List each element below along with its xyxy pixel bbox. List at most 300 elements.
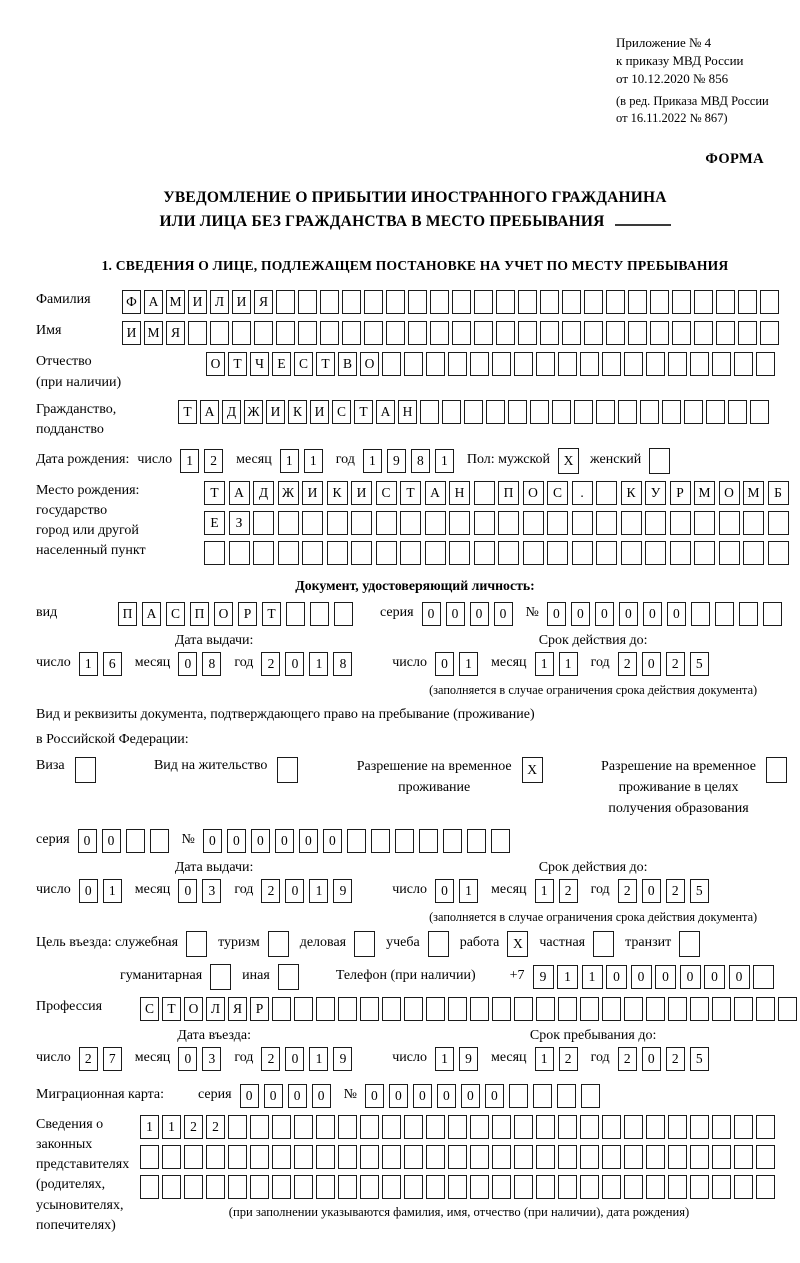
cell[interactable]: Ж [278,481,299,505]
cell[interactable] [668,352,687,376]
cell[interactable]: 2 [618,1047,637,1071]
cell[interactable] [298,290,317,314]
cell[interactable]: 1 [559,652,578,676]
cell[interactable] [690,1115,709,1139]
birth-month-cells[interactable] [280,449,328,473]
cell[interactable]: 1 [309,1047,328,1071]
birth-place-cells-row2[interactable] [204,511,792,535]
cell[interactable]: 1 [309,879,328,903]
cell[interactable]: 2 [666,879,685,903]
cell[interactable] [518,321,537,345]
cell[interactable] [184,1175,203,1199]
cell[interactable] [400,541,421,565]
cell[interactable]: 2 [559,1047,578,1071]
cell[interactable] [572,511,593,535]
cell[interactable]: 2 [184,1115,203,1139]
cell[interactable] [523,541,544,565]
cell[interactable] [229,541,250,565]
doc-valid-year-cells[interactable] [618,652,714,676]
cell[interactable]: Д [222,400,241,424]
cell[interactable] [580,1115,599,1139]
cell[interactable]: А [229,481,250,505]
cell[interactable]: И [232,290,251,314]
cell[interactable]: 2 [261,652,280,676]
cell[interactable]: 0 [437,1084,456,1108]
cell[interactable] [716,321,735,345]
cell[interactable] [547,511,568,535]
cell[interactable] [474,541,495,565]
cell[interactable] [533,1084,552,1108]
cell[interactable] [371,829,390,853]
cell[interactable] [712,1145,731,1169]
cell[interactable] [272,1175,291,1199]
cell[interactable] [253,511,274,535]
cell[interactable] [621,511,642,535]
cell[interactable]: 0 [461,1084,480,1108]
purpose-business-checkbox[interactable] [354,931,378,957]
cell[interactable] [649,448,670,474]
cell[interactable] [624,352,643,376]
cell[interactable]: А [200,400,219,424]
cell[interactable]: Т [162,997,181,1021]
cell[interactable] [250,1145,269,1169]
cell[interactable]: 0 [285,652,304,676]
cell[interactable]: 0 [642,1047,661,1071]
cell[interactable]: 2 [618,652,637,676]
cell[interactable] [162,1145,181,1169]
cell[interactable] [738,290,757,314]
cell[interactable]: О [206,352,225,376]
cell[interactable] [426,352,445,376]
cell[interactable]: П [118,602,137,626]
cell[interactable] [452,290,471,314]
cell[interactable]: М [694,481,715,505]
residence-permit-checkbox[interactable] [277,757,301,783]
cell[interactable] [694,511,715,535]
cell[interactable] [302,511,323,535]
cell[interactable] [316,1145,335,1169]
cell[interactable] [452,321,471,345]
cell[interactable] [562,321,581,345]
cell[interactable] [580,1145,599,1169]
cell[interactable] [734,1175,753,1199]
cell[interactable]: 0 [595,602,614,626]
cell[interactable] [492,1145,511,1169]
doc-valid-month-cells[interactable] [535,652,583,676]
cell[interactable] [492,1115,511,1139]
cell[interactable] [508,400,527,424]
cell[interactable] [360,1145,379,1169]
cell[interactable] [602,1175,621,1199]
cell[interactable] [580,352,599,376]
cell[interactable] [408,321,427,345]
cell[interactable] [640,400,659,424]
cell[interactable] [470,1175,489,1199]
cell[interactable] [581,1084,600,1108]
cell[interactable] [334,602,353,626]
cell[interactable]: Н [398,400,417,424]
cell[interactable]: 0 [571,602,590,626]
cell[interactable] [646,1145,665,1169]
cell[interactable]: 8 [202,652,221,676]
cell[interactable] [523,511,544,535]
permit-valid-month-cells[interactable] [535,879,583,903]
cell[interactable]: С [547,481,568,505]
cell[interactable] [739,602,758,626]
cell[interactable]: 0 [680,965,701,989]
cell[interactable]: 3 [202,1047,221,1071]
cell[interactable] [449,541,470,565]
cell[interactable] [628,290,647,314]
cell[interactable] [327,541,348,565]
cell[interactable] [596,541,617,565]
purpose-work-checkbox[interactable] [507,931,531,957]
cell[interactable]: 2 [261,1047,280,1071]
cell[interactable] [140,1145,159,1169]
citizenship-cells[interactable] [178,400,772,424]
cell[interactable]: 0 [285,879,304,903]
cell[interactable] [327,511,348,535]
cell[interactable] [188,321,207,345]
cell[interactable] [360,997,379,1021]
cell[interactable]: 2 [261,879,280,903]
permit-number-cells[interactable] [203,829,515,853]
cell[interactable]: X [522,757,543,783]
cell[interactable] [580,1175,599,1199]
cell[interactable]: Т [228,352,247,376]
cell[interactable]: 0 [704,965,725,989]
cell[interactable] [395,829,414,853]
cell[interactable] [294,1175,313,1199]
cell[interactable]: 0 [655,965,676,989]
cell[interactable]: М [144,321,163,345]
cell[interactable] [624,997,643,1021]
cell[interactable] [382,1115,401,1139]
cell[interactable] [351,511,372,535]
cell[interactable] [162,1175,181,1199]
cell[interactable] [206,1175,225,1199]
cell[interactable]: 1 [280,449,299,473]
cell[interactable]: 0 [275,829,294,853]
cell[interactable] [278,511,299,535]
cell[interactable] [464,400,483,424]
permit-issue-month-cells[interactable] [178,879,226,903]
doc-issue-month-cells[interactable] [178,652,226,676]
cell[interactable] [536,1175,555,1199]
cell[interactable]: 0 [619,602,638,626]
cell[interactable] [756,1115,775,1139]
cell[interactable] [593,931,614,957]
cell[interactable] [734,1115,753,1139]
cell[interactable]: 0 [422,602,441,626]
cell[interactable] [646,352,665,376]
cell[interactable]: . [572,481,593,505]
patronymic-cells[interactable] [206,352,778,376]
cell[interactable] [690,352,709,376]
cell[interactable] [668,1175,687,1199]
cell[interactable] [294,1145,313,1169]
cell[interactable] [706,400,725,424]
cell[interactable] [691,602,710,626]
cell[interactable] [470,352,489,376]
cell[interactable] [474,321,493,345]
purpose-official-checkbox[interactable] [186,931,210,957]
cell[interactable]: 1 [140,1115,159,1139]
cell[interactable] [558,1145,577,1169]
cell[interactable]: 0 [78,829,97,853]
cell[interactable] [430,321,449,345]
cell[interactable] [760,290,779,314]
permit-issue-year-cells[interactable] [261,879,357,903]
cell[interactable] [734,1145,753,1169]
cell[interactable] [467,829,486,853]
cell[interactable]: X [558,448,579,474]
cell[interactable] [386,321,405,345]
cell[interactable]: С [376,481,397,505]
stay-year-cells[interactable] [618,1047,714,1071]
cell[interactable]: 8 [333,652,352,676]
cell[interactable] [186,931,207,957]
cell[interactable] [426,1145,445,1169]
cell[interactable] [756,997,775,1021]
cell[interactable]: А [142,602,161,626]
migration-number-cells[interactable] [365,1084,605,1108]
surname-cells[interactable] [122,290,782,314]
cell[interactable] [668,997,687,1021]
cell[interactable]: 0 [485,1084,504,1108]
cell[interactable] [558,352,577,376]
name-cells[interactable] [122,321,782,345]
entry-year-cells[interactable] [261,1047,357,1071]
cell[interactable]: Т [354,400,373,424]
cell[interactable]: 3 [202,879,221,903]
cell[interactable] [646,997,665,1021]
cell[interactable] [645,511,666,535]
cell[interactable]: 1 [459,652,478,676]
cell[interactable] [498,511,519,535]
cell[interactable]: 1 [304,449,323,473]
cell[interactable]: И [266,400,285,424]
cell[interactable]: Р [670,481,691,505]
cell[interactable]: 0 [446,602,465,626]
cell[interactable]: 1 [363,449,382,473]
cell[interactable]: П [498,481,519,505]
cell[interactable]: Ч [250,352,269,376]
cell[interactable] [364,321,383,345]
cell[interactable]: Р [250,997,269,1021]
cell[interactable]: Л [206,997,225,1021]
cell[interactable] [716,290,735,314]
cell[interactable] [756,1145,775,1169]
phone-cells[interactable] [533,965,778,989]
cell[interactable]: 0 [178,1047,197,1071]
cell[interactable]: И [122,321,141,345]
cell[interactable]: 0 [667,602,686,626]
cell[interactable] [694,321,713,345]
purpose-transit-checkbox[interactable] [679,931,703,957]
cell[interactable] [376,511,397,535]
cell[interactable] [712,997,731,1021]
cell[interactable]: 0 [494,602,513,626]
cell[interactable] [320,321,339,345]
cell[interactable] [320,290,339,314]
cell[interactable] [498,541,519,565]
permit-issue-day-cells[interactable] [79,879,127,903]
cell[interactable]: 0 [102,829,121,853]
cell[interactable]: С [294,352,313,376]
cell[interactable] [75,757,96,783]
profession-cells[interactable] [140,997,800,1021]
cell[interactable]: 0 [323,829,342,853]
cell[interactable] [679,931,700,957]
cell[interactable]: Н [449,481,470,505]
cell[interactable]: 0 [435,652,454,676]
cell[interactable] [364,290,383,314]
birth-year-cells[interactable] [363,449,459,473]
cell[interactable] [766,757,787,783]
cell[interactable] [514,352,533,376]
cell[interactable]: 7 [103,1047,122,1071]
cell[interactable] [738,321,757,345]
purpose-private-checkbox[interactable] [593,931,617,957]
cell[interactable] [400,511,421,535]
purpose-humanitarian-checkbox[interactable] [210,964,234,990]
cell[interactable]: 1 [435,1047,454,1071]
cell[interactable] [558,1175,577,1199]
temp-residence-checkbox[interactable] [522,757,546,783]
cell[interactable]: 0 [435,879,454,903]
cell[interactable]: X [507,931,528,957]
cell[interactable] [514,997,533,1021]
cell[interactable] [672,321,691,345]
cell[interactable] [268,931,289,957]
cell[interactable] [580,997,599,1021]
cell[interactable]: 2 [206,1115,225,1139]
cell[interactable] [474,481,495,505]
cell[interactable] [618,400,637,424]
cell[interactable] [360,1175,379,1199]
doc-issue-year-cells[interactable] [261,652,357,676]
cell[interactable]: 5 [690,652,709,676]
cell[interactable] [425,541,446,565]
cell[interactable] [536,997,555,1021]
cell[interactable]: Я [228,997,247,1021]
cell[interactable] [426,997,445,1021]
cell[interactable]: 0 [178,879,197,903]
cell[interactable] [562,290,581,314]
cell[interactable] [426,1115,445,1139]
cell[interactable]: О [214,602,233,626]
cell[interactable] [228,1175,247,1199]
cell[interactable] [426,1175,445,1199]
cell[interactable] [430,290,449,314]
cell[interactable] [228,1145,247,1169]
cell[interactable] [360,1115,379,1139]
cell[interactable]: 2 [204,449,223,473]
cell[interactable]: 0 [178,652,197,676]
cell[interactable] [126,829,145,853]
cell[interactable] [670,511,691,535]
cell[interactable]: 1 [557,965,578,989]
cell[interactable]: Б [768,481,789,505]
cell[interactable] [514,1145,533,1169]
cell[interactable] [690,1145,709,1169]
cell[interactable] [404,1115,423,1139]
cell[interactable] [602,1145,621,1169]
sex-female-checkbox[interactable] [649,448,673,474]
cell[interactable] [753,965,774,989]
cell[interactable] [756,1175,775,1199]
cell[interactable]: 1 [582,965,603,989]
cell[interactable] [602,997,621,1021]
cell[interactable] [276,321,295,345]
cell[interactable]: 1 [79,652,98,676]
cell[interactable] [316,1175,335,1199]
doc-issue-day-cells[interactable] [79,652,127,676]
cell[interactable] [496,290,515,314]
cell[interactable] [662,400,681,424]
cell[interactable] [254,321,273,345]
cell[interactable] [574,400,593,424]
cell[interactable] [650,290,669,314]
cell[interactable]: 0 [285,1047,304,1071]
cell[interactable]: 1 [535,879,554,903]
cell[interactable] [342,290,361,314]
cell[interactable] [536,1145,555,1169]
cell[interactable] [602,1115,621,1139]
cell[interactable]: З [229,511,250,535]
cell[interactable]: 2 [666,1047,685,1071]
cell[interactable] [547,541,568,565]
cell[interactable] [650,321,669,345]
cell[interactable] [668,1145,687,1169]
cell[interactable]: 9 [533,965,554,989]
cell[interactable] [386,290,405,314]
cell[interactable] [272,997,291,1021]
cell[interactable]: 0 [240,1084,259,1108]
birth-day-cells[interactable] [180,449,228,473]
entry-day-cells[interactable] [79,1047,127,1071]
cell[interactable] [294,1115,313,1139]
permit-valid-year-cells[interactable] [618,879,714,903]
cell[interactable] [316,997,335,1021]
cell[interactable]: 8 [411,449,430,473]
cell[interactable]: П [190,602,209,626]
cell[interactable]: 0 [312,1084,331,1108]
cell[interactable]: С [140,997,159,1021]
cell[interactable] [210,964,231,990]
cell[interactable] [347,829,366,853]
visa-checkbox[interactable] [75,757,99,783]
cell[interactable]: 0 [288,1084,307,1108]
cell[interactable] [492,997,511,1021]
cell[interactable]: Ж [244,400,263,424]
cell[interactable] [338,1175,357,1199]
cell[interactable]: О [523,481,544,505]
cell[interactable] [540,290,559,314]
cell[interactable] [536,1115,555,1139]
cell[interactable]: 9 [333,879,352,903]
cell[interactable]: У [645,481,666,505]
cell[interactable] [694,290,713,314]
stay-day-cells[interactable] [435,1047,483,1071]
cell[interactable] [272,1145,291,1169]
cell[interactable]: М [743,481,764,505]
cell[interactable]: Т [178,400,197,424]
cell[interactable] [624,1115,643,1139]
cell[interactable] [448,1115,467,1139]
cell[interactable] [694,541,715,565]
